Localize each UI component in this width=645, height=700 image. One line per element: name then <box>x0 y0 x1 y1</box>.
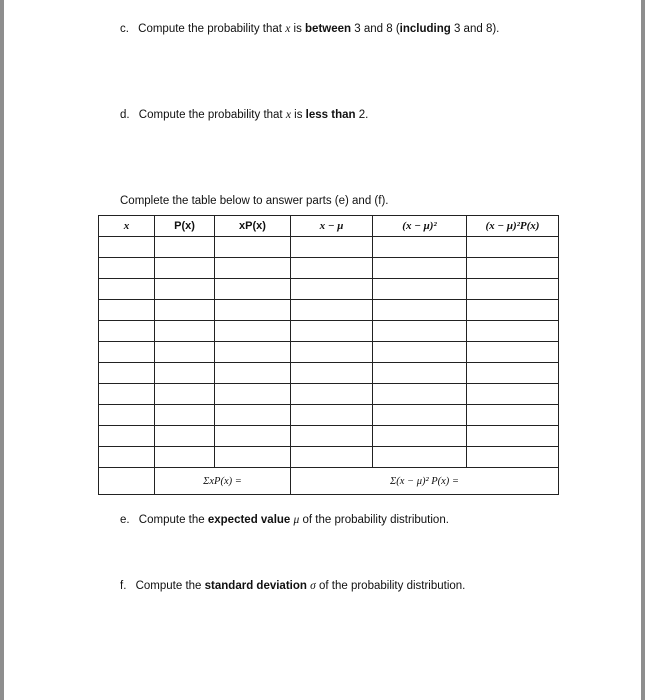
table-cell[interactable] <box>291 300 373 321</box>
header-x-minus-mu: x − μ <box>291 216 373 237</box>
question-c-var: x <box>285 23 291 35</box>
question-c-letter: c. <box>120 23 129 35</box>
table-cell[interactable] <box>99 447 155 468</box>
table-row <box>99 405 559 426</box>
question-d-mid: is <box>294 109 303 121</box>
question-f <box>120 580 465 592</box>
header-x: x <box>99 216 155 237</box>
table-row <box>99 342 559 363</box>
header-sq-dev-px: (x − μ)²P(x) <box>467 216 559 237</box>
question-c-pre: Compute the probability that <box>138 23 282 35</box>
table-cell[interactable] <box>215 447 291 468</box>
table-cell[interactable] <box>467 447 559 468</box>
table-row <box>99 363 559 384</box>
header-xpx: xP(x) <box>215 216 291 237</box>
table-cell[interactable] <box>215 258 291 279</box>
table-cell[interactable] <box>99 426 155 447</box>
table-cell[interactable] <box>291 384 373 405</box>
table-cell[interactable] <box>155 279 215 300</box>
table-cell[interactable] <box>373 426 467 447</box>
worksheet-page <box>4 0 641 700</box>
table-row <box>99 237 559 258</box>
table-cell[interactable] <box>291 342 373 363</box>
table-cell[interactable] <box>467 384 559 405</box>
table-cell[interactable] <box>467 342 559 363</box>
table-cell[interactable] <box>373 447 467 468</box>
table-cell[interactable] <box>373 405 467 426</box>
table-cell[interactable] <box>99 258 155 279</box>
sum-xpx[interactable]: ΣxP(x) = <box>155 468 291 495</box>
question-e-pre: Compute the <box>138 514 205 526</box>
table-cell[interactable] <box>215 384 291 405</box>
question-d-bold1: less than <box>305 109 356 121</box>
question-c-mid: is <box>293 23 302 35</box>
question-f-post: of the probability distribution. <box>318 580 466 592</box>
table-cell[interactable] <box>291 258 373 279</box>
table-cell[interactable] <box>291 426 373 447</box>
table-cell[interactable] <box>291 363 373 384</box>
table-cell[interactable] <box>373 363 467 384</box>
table-cell[interactable] <box>99 384 155 405</box>
table-row <box>99 447 559 468</box>
table-row <box>99 300 559 321</box>
table-cell[interactable] <box>155 405 215 426</box>
table-cell[interactable] <box>155 447 215 468</box>
table-cell[interactable] <box>291 279 373 300</box>
table-row <box>99 426 559 447</box>
table-cell[interactable] <box>155 363 215 384</box>
table-cell[interactable] <box>467 300 559 321</box>
table-sum-row <box>99 468 559 495</box>
question-c-bold1: between <box>305 23 352 35</box>
table-cell[interactable] <box>155 384 215 405</box>
question-c <box>120 23 499 35</box>
table-cell[interactable] <box>155 426 215 447</box>
table-cell[interactable] <box>155 237 215 258</box>
mu-symbol: μ <box>293 514 300 526</box>
table-cell[interactable] <box>99 279 155 300</box>
table-cell[interactable] <box>291 405 373 426</box>
table-cell[interactable] <box>215 237 291 258</box>
table-cell[interactable] <box>373 300 467 321</box>
table-cell[interactable] <box>215 426 291 447</box>
table-cell[interactable] <box>467 426 559 447</box>
question-d-var: x <box>285 109 291 121</box>
table-cell[interactable] <box>155 258 215 279</box>
question-d-letter: d. <box>120 109 130 121</box>
table-cell[interactable] <box>467 405 559 426</box>
table-cell[interactable] <box>215 405 291 426</box>
table-cell[interactable] <box>467 279 559 300</box>
table-cell[interactable] <box>99 342 155 363</box>
header-sq-dev: (x − μ)² <box>373 216 467 237</box>
table-cell[interactable] <box>373 258 467 279</box>
table-cell[interactable] <box>99 300 155 321</box>
table-cell[interactable] <box>467 321 559 342</box>
sum-spacer <box>99 468 155 495</box>
table-cell[interactable] <box>155 321 215 342</box>
question-f-letter: f. <box>120 580 127 592</box>
header-px: P(x) <box>155 216 215 237</box>
probability-table <box>98 215 559 495</box>
table-cell[interactable] <box>155 342 215 363</box>
question-c-bold2: including <box>399 23 451 35</box>
table-cell[interactable] <box>467 363 559 384</box>
table-cell[interactable] <box>373 384 467 405</box>
table-cell[interactable] <box>215 321 291 342</box>
question-f-bold1: standard deviation <box>204 580 307 592</box>
table-cell[interactable] <box>99 405 155 426</box>
table-cell[interactable] <box>215 342 291 363</box>
table-cell[interactable] <box>215 279 291 300</box>
table-cell[interactable] <box>373 279 467 300</box>
question-c-mid2: 3 and 8 ( <box>354 23 400 35</box>
question-e <box>120 514 449 526</box>
question-d <box>120 109 368 121</box>
table-cell[interactable] <box>291 447 373 468</box>
table-cell[interactable] <box>155 300 215 321</box>
question-e-letter: e. <box>120 514 130 526</box>
question-d-pre: Compute the probability that <box>138 109 283 121</box>
table-row <box>99 384 559 405</box>
table-cell[interactable] <box>99 363 155 384</box>
question-e-bold1: expected value <box>207 514 291 526</box>
table-cell[interactable] <box>291 237 373 258</box>
table-cell[interactable] <box>373 321 467 342</box>
sum-sq-dev-px[interactable]: Σ(x − μ)² P(x) = <box>291 468 559 495</box>
table-cell[interactable] <box>373 237 467 258</box>
table-row <box>99 321 559 342</box>
question-c-post: 3 and 8). <box>453 23 500 35</box>
table-cell[interactable] <box>467 237 559 258</box>
table-cell[interactable] <box>291 321 373 342</box>
table-row <box>99 279 559 300</box>
question-f-pre: Compute the <box>135 580 202 592</box>
table-cell[interactable] <box>99 321 155 342</box>
table-cell[interactable] <box>467 258 559 279</box>
sigma-symbol: σ <box>310 580 316 592</box>
question-d-post: 2. <box>358 109 369 121</box>
table-cell[interactable] <box>215 363 291 384</box>
table-cell[interactable] <box>373 342 467 363</box>
table-cell[interactable] <box>99 237 155 258</box>
table-header-row <box>99 216 559 237</box>
table-row <box>99 258 559 279</box>
question-e-post: of the probability distribution. <box>302 514 449 526</box>
table-intro: Complete the table below to answer parts (e) and (f). <box>120 195 389 207</box>
table-cell[interactable] <box>215 300 291 321</box>
